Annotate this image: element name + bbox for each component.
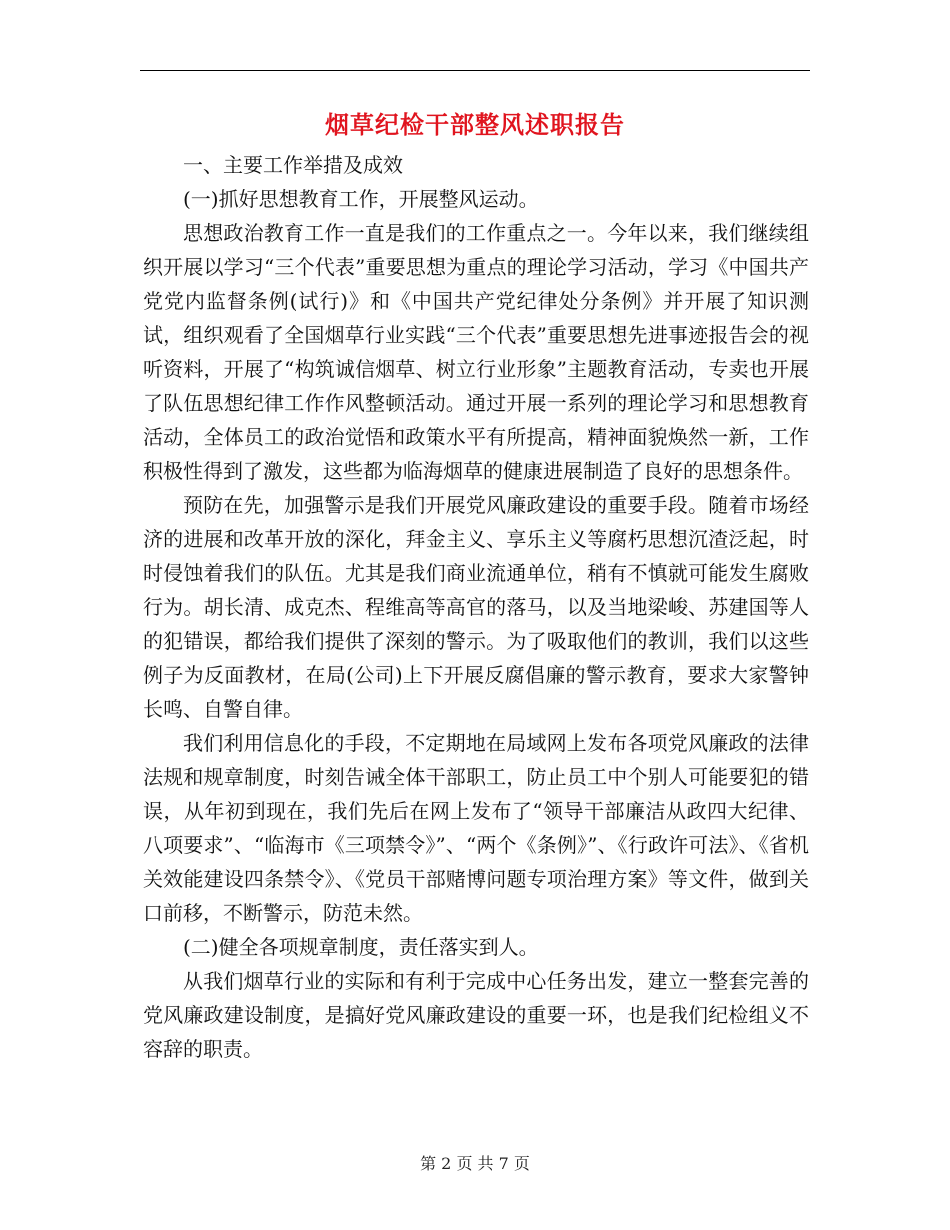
body-paragraph: 从我们烟草行业的实际和有利于完成中心任务出发，建立一整套完善的党风廉政建设制度，是搞好党风廉政建设的重要一环，也是我们纪检组义不容辞的职责。 <box>143 969 809 1061</box>
subsection-heading: (二)健全各项规章制度，责任落实到人。 <box>183 935 539 959</box>
document-title: 烟草纪检干部整风述职报告 <box>325 110 625 139</box>
body-paragraph: 预防在先，加强警示是我们开展党风廉政建设的重要手段。随着市场经济的进展和改革开放的深化，拜金主义、享乐主义等腐朽思想沉渣泛起，时时侵蚀着我们的队伍。尤其是我们商业流通单位，稍有不慎就可能发生腐败行为。胡长清、成克杰、程维高等高官的落马，以及当地梁峻、苏建国等人的犯错误，都给我们提供了深刻的警示。为了吸取他们的教训，我们以这些例子为反面教材，在局(公司)上下开展反腐倡廉的警示教育，要求大家警钟长鸣、自警自律。 <box>143 493 809 721</box>
subsection-heading: (一)抓好思想教育工作，开展整风运动。 <box>183 187 539 211</box>
section-heading: 一、主要工作举措及成效 <box>183 153 403 177</box>
document-body <box>143 148 809 1066</box>
header-rule <box>140 70 810 71</box>
body-paragraph: 思想政治教育工作一直是我们的工作重点之一。今年以来，我们继续组织开展以学习“三个代表”重要思想为重点的理论学习活动，学习《中国共产党党内监督条例(试行)》和《中国共产党纪律处分条例》并开展了知识测试，组织观看了全国烟草行业实践“三个代表”重要思想先进事迹报告会的视听资料，开展了“构筑诚信烟草、树立行业形象”主题教育活动，专卖也开展了队伍思想纪律工作作风整顿活动。通过开展一系列的理论学习和思想教育活动，全体员工的政治觉悟和政策水平有所提高，精神面貌焕然一新，工作积极性得到了激发，这些都为临海烟草的健康进展制造了良好的思想条件。 <box>143 221 809 483</box>
page-number: 第 2 页 共 7 页 <box>420 1154 530 1173</box>
body-paragraph: 我们利用信息化的手段，不定期地在局域网上发布各项党风廉政的法律法规和规章制度，时刻告诫全体干部职工，防止员工中个别人可能要犯的错误，从年初到现在，我们先后在网上发布了“领导干部廉洁从政四大纪律、八项要求”、“临海市《三项禁令》”、“两个《条例》”、《行政许可法》、《省机关效能建设四条禁令》、《党员干部赌博问题专项治理方案》等文件，做到关口前移，不断警示，防范未然。 <box>143 731 809 925</box>
